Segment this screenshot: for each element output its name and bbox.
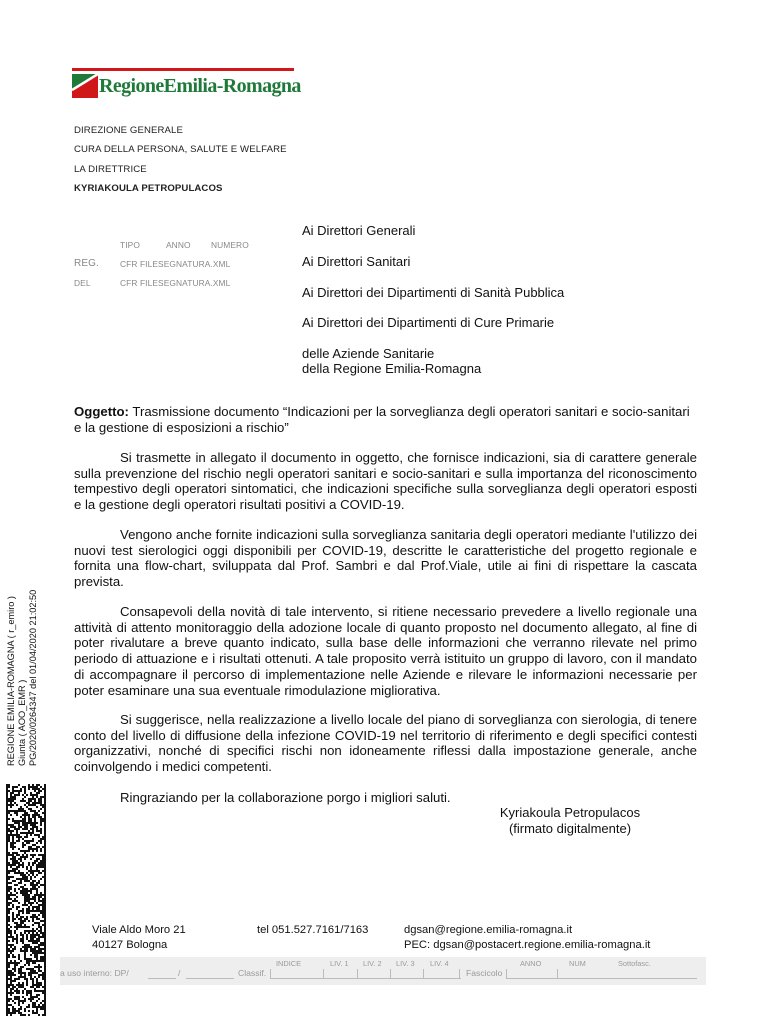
internal-slash: / bbox=[178, 968, 181, 978]
footer-address-street: Viale Aldo Moro 21 bbox=[92, 924, 186, 936]
internal-liv2: LIV. 2 bbox=[363, 959, 382, 968]
protocol-col-anno: ANNO bbox=[166, 240, 191, 250]
protocol-col-tipo: TIPO bbox=[120, 240, 140, 250]
header-role: LA DIRETTRICE bbox=[74, 164, 147, 175]
internal-liv4: LIV. 4 bbox=[430, 959, 449, 968]
header-director-name: KYRIAKOULA PETROPULACOS bbox=[74, 183, 223, 194]
internal-num: NUM bbox=[569, 959, 586, 968]
recipient-primary-care: Ai Direttori dei Dipartimenti di Cure Primarie bbox=[302, 315, 555, 330]
stamp-line-1: REGIONE EMILIA-ROMAGNA ( r_emiro ) bbox=[6, 596, 16, 766]
body-paragraph-1-text: Si trasmette in allegato il documento in oggetto, che fornisce indicazioni, sia di carattere generale sulla prevenzione del rischio negli operatori sanitari e socio-sanitari e sulla importanza del riconoscimento tempestivo degli operatori sintomatici, che indicazioni specifiche sulla sorveglianza degli operatori esposti e la gestione degli operatori risultati positivi a COVID-19. bbox=[74, 450, 697, 513]
header-department: CURA DELLA PERSONA, SALUTE E WELFARE bbox=[74, 144, 287, 155]
footer-email: dgsan@regione.emilia-romagna.it bbox=[404, 924, 573, 936]
footer-pec: PEC: dgsan@postacert.regione.emilia-romagna.it bbox=[404, 939, 651, 951]
subject bbox=[74, 404, 697, 435]
recipient-health-authorities: delle Aziende Sanitarie bbox=[302, 346, 435, 361]
barcode-image bbox=[6, 784, 46, 1016]
subject-label: Oggetto: bbox=[74, 404, 129, 419]
recipient-health-directors: Ai Direttori Sanitari bbox=[302, 254, 411, 269]
fascicolo-divider bbox=[557, 969, 558, 978]
region-logo bbox=[72, 68, 301, 102]
signature-block bbox=[470, 805, 670, 837]
recipient-region: della Regione Emilia-Romagna bbox=[302, 361, 482, 376]
internal-dp-field-1[interactable] bbox=[148, 978, 176, 979]
protocol-del-label: DEL bbox=[74, 278, 91, 288]
internal-classif: Classif. bbox=[238, 968, 267, 978]
stamp-line-2: Giunta ( AOO_EMR ) bbox=[17, 679, 27, 766]
internal-indice: INDICE bbox=[276, 959, 302, 968]
footer-phone: tel 051.527.7161/7163 bbox=[257, 924, 369, 936]
internal-anno: ANNO bbox=[520, 959, 542, 968]
recipient-public-health: Ai Direttori dei Dipartimenti di Sanità Pubblica bbox=[302, 285, 565, 300]
protocol-del-value: CFR FILESEGNATURA.XML bbox=[120, 278, 231, 288]
internal-fascicolo-field[interactable] bbox=[506, 969, 697, 979]
region-flag-icon bbox=[72, 74, 98, 98]
protocol-reg-label: REG. bbox=[74, 258, 99, 269]
classif-divider bbox=[323, 969, 324, 978]
protocol-stamp bbox=[6, 578, 42, 766]
internal-dp-field-2[interactable] bbox=[186, 978, 234, 979]
internal-sottofasc: Sottofasc. bbox=[618, 959, 651, 968]
body-paragraph-2-text: Vengono anche fornite indicazioni sulla sorveglianza sanitaria degli operatori mediante l'utilizzo dei nuovi test sierologici oggi disponibili per COVID-19, descritte le caratteristiche del progetto regionale e fornita una flow-chart, sviluppata dal Prof. Sambri e dal Prof.Viale, utile ai fini di rispettare la cascata prevista. bbox=[74, 527, 697, 590]
internal-classif-field[interactable] bbox=[270, 969, 461, 979]
classif-divider bbox=[390, 969, 391, 978]
body-closing-text: Ringraziando per la collaborazione porgo i migliori saluti. bbox=[120, 790, 451, 805]
logo-wordmark: RegioneEmilia-Romagna bbox=[99, 75, 301, 97]
body-paragraph-4 bbox=[74, 712, 697, 775]
protocol-col-numero: NUMERO bbox=[211, 240, 249, 250]
header-direction: DIREZIONE GENERALE bbox=[74, 125, 183, 136]
body-paragraph-3 bbox=[74, 604, 697, 698]
footer-address-city: 40127 Bologna bbox=[92, 939, 168, 951]
classif-divider bbox=[423, 969, 424, 978]
classif-divider bbox=[357, 969, 358, 978]
internal-uso-interno: a uso interno: DP/ bbox=[60, 968, 129, 978]
body-paragraph-4-text: Si suggerisce, nella realizzazione a livello locale del piano di sorveglianza con sierologia, di tenere conto del livello di diffusione della infezione COVID-19 nel territorio di riferimento e degli specifici contesti organizzativi, nonché di specifici rischi non idoneamente riflessi dalla impostazione generale, anche coinvolgendo i medici competenti. bbox=[74, 712, 697, 775]
stamp-line-3: PG/2020/0264347 del 01/04/2020 21:02:50 bbox=[28, 589, 38, 766]
internal-liv3: LIV. 3 bbox=[396, 959, 415, 968]
logo-red-bar bbox=[72, 68, 294, 71]
body-paragraph-3-text: Consapevoli della novità di tale intervento, si ritiene necessario prevedere a livello regionale una attività di attento monitoraggio della adozione locale di quanto proposto nel documento allegato, al fine di poter rivalutare a breve quanto indicato, sulla base delle informazioni che verranno rilevate nel primo periodo di attuazione e i risultati ottenuti. A tale proposito verrà istituito un gruppo di lavoro, con il mandato di accompagnare il percorso di implementazione nelle Aziende e rilevare le informazioni necessarie per poter esaminare una sua eventuale rimodulazione migliorativa. bbox=[74, 604, 697, 698]
body-closing bbox=[74, 790, 697, 806]
classif-divider bbox=[459, 969, 460, 978]
protocol-reg-value: CFR FILESEGNATURA.XML bbox=[120, 259, 231, 269]
internal-liv1: LIV. 1 bbox=[330, 959, 349, 968]
recipient-general-directors: Ai Direttori Generali bbox=[302, 223, 416, 238]
body-paragraph-2 bbox=[74, 527, 697, 590]
signature-name: Kyriakoula Petropulacos bbox=[499, 805, 641, 820]
subject-text: Trasmissione documento “Indicazioni per la sorveglianza degli operatori sanitari e socio-sanitari e la gestione di esposizioni a rischio” bbox=[74, 404, 690, 435]
body-paragraph-1 bbox=[74, 450, 697, 513]
signature-note: (firmato digitalmente) bbox=[508, 821, 632, 836]
internal-fascicolo: Fascicolo bbox=[466, 968, 503, 978]
